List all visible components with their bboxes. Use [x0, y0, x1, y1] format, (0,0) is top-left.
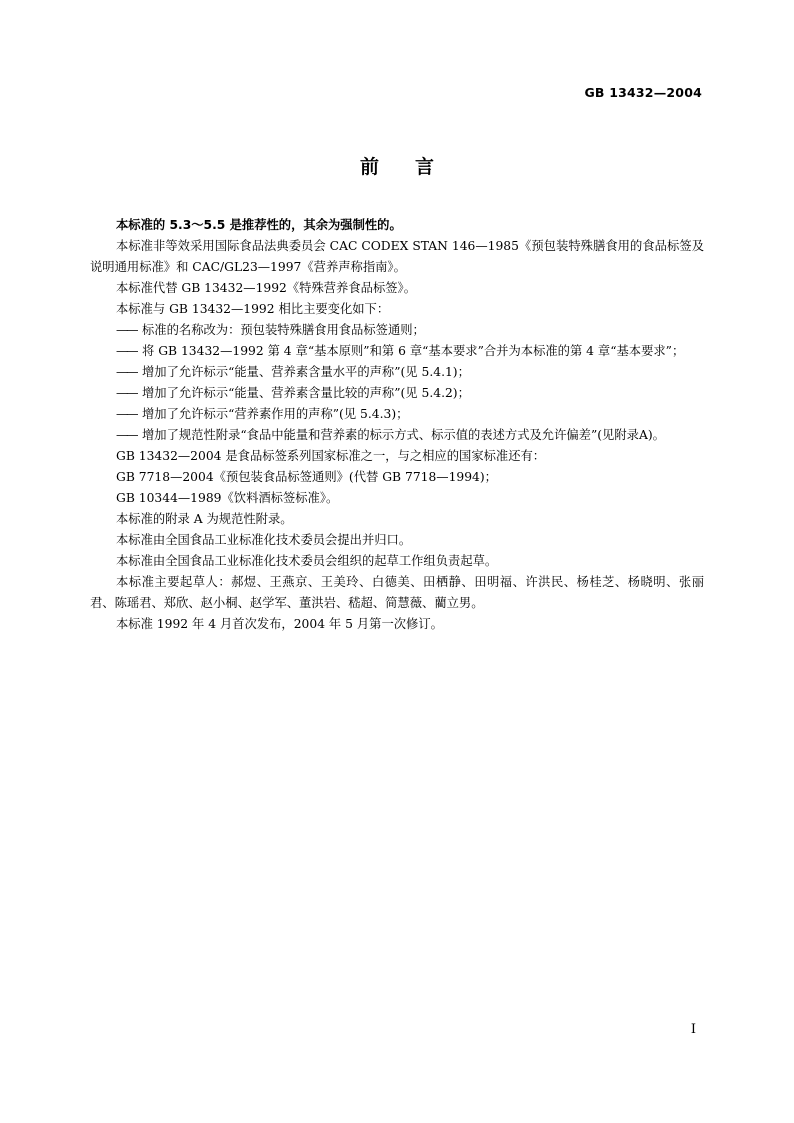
- paragraph-series: GB 13432—2004 是食品标签系列国家标准之一，与之相应的国家标准还有：: [116, 449, 546, 463]
- change-item-text: 增加了允许标示“能量、营养素含量比较的声称”(见 5.4.2)；: [142, 386, 470, 400]
- paragraph-drafters: 本标准主要起草人：郝煜、王燕京、王美玲、白德美、田栖静、田明福、许洪民、杨桂芝、杨晓明、张丽君、陈瑶君、郑欣、赵小桐、赵学军、董洪岩、嵇超、简慧薇、藺立男。: [90, 575, 704, 610]
- paragraph-drafted-by: 本标准由全国食品工业标准化技术委员会组织的起草工作组负责起草。: [116, 554, 498, 568]
- change-item-text: 标准的名称改为：预包装特殊膳食用食品标签通则；: [142, 323, 425, 337]
- dash-marker: ——: [116, 428, 137, 442]
- dash-marker: ——: [116, 365, 137, 379]
- paragraph-recommended-clauses: 本标准的 5.3～5.5 是推荐性的，其余为强制性的。: [116, 218, 402, 232]
- change-item-text: 增加了允许标示“营养素作用的声称”(见 5.4.3)；: [142, 407, 409, 421]
- change-item: [90, 320, 704, 341]
- page-title: 前言: [359, 156, 470, 178]
- paragraph-adoption: 本标准非等效采用国际食品法典委员会 CAC CODEX STAN 146—1985《预包装特殊膳食用的食品标签及说明通用标准》和 CAC/GL23—1997《营养声称指南》。: [90, 239, 704, 274]
- standard-number: GB 13432—2004: [584, 85, 702, 100]
- change-item-text: 将 GB 13432—1992 第 4 章“基本原则”和第 6 章“基本要求”合并为本标准的第 4 章“基本要求”；: [142, 344, 685, 358]
- change-item: [90, 383, 704, 404]
- page-number: I: [690, 1022, 696, 1037]
- change-item-text: 增加了规范性附录“食品中能量和营养素的标示方式、标示值的表述方式及允许偏差”(见附录A)。: [142, 428, 665, 442]
- paragraph-history: 本标准 1992 年 4 月首次发布，2004 年 5 月第一次修订。: [116, 617, 443, 631]
- dash-marker: ——: [116, 323, 137, 337]
- paragraph-related-standard-1: GB 7718—2004《预包装食品标签通则》(代替 GB 7718—1994)；: [116, 470, 497, 484]
- dash-marker: ——: [116, 344, 137, 358]
- change-item: [90, 362, 704, 383]
- paragraph-changes-intro: 本标准与 GB 13432—1992 相比主要变化如下：: [116, 302, 390, 316]
- dash-marker: ——: [116, 407, 137, 421]
- change-item: [90, 425, 704, 446]
- change-item: [90, 404, 704, 425]
- foreword-body: [90, 215, 704, 635]
- paragraph-proposed-by: 本标准由全国食品工业标准化技术委员会提出并归口。: [116, 533, 412, 547]
- paragraph-replaces: 本标准代替 GB 13432—1992《特殊营养食品标签》。: [116, 281, 416, 295]
- change-item: [90, 341, 704, 362]
- paragraph-related-standard-2: GB 10344—1989《饮料酒标签标准》。: [116, 491, 339, 505]
- dash-marker: ——: [116, 386, 137, 400]
- change-item-text: 增加了允许标示“能量、营养素含量水平的声称”(见 5.4.1)；: [142, 365, 470, 379]
- paragraph-annex: 本标准的附录 A 为规范性附录。: [116, 512, 293, 526]
